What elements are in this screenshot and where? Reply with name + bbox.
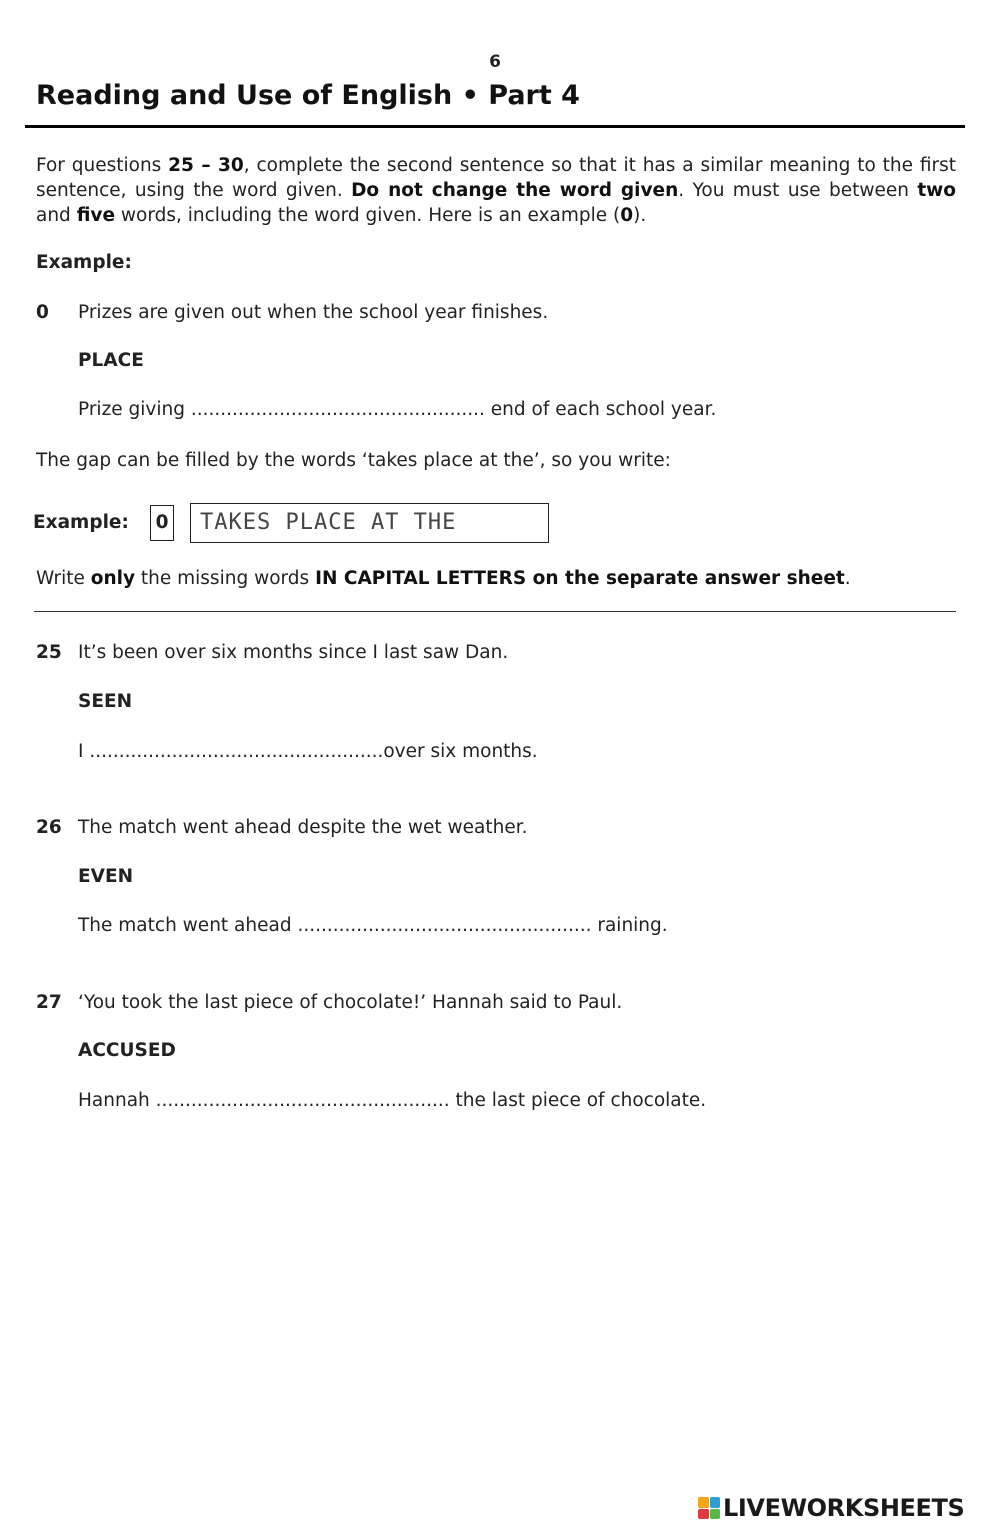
brand-text: LIVEWORKSHEETS — [723, 1494, 965, 1522]
example-keyword: PLACE — [78, 350, 144, 371]
question-gapped-sentence: I ..................................................over six months. — [78, 741, 538, 762]
section-divider — [34, 611, 956, 612]
question-sentence: ‘You took the last piece of chocolate!’ Hannah said to Paul. — [78, 992, 623, 1013]
example-answer-box: TAKES PLACE AT THE — [190, 503, 549, 543]
example-gapped-sentence: Prize giving .................................................. end of each school year. — [78, 399, 717, 420]
question-keyword: EVEN — [78, 866, 134, 887]
title-divider — [25, 125, 965, 128]
example-number: 0 — [36, 302, 49, 323]
liveworksheets-brand[interactable] — [698, 1493, 964, 1523]
final-instruction: Write only the missing words IN CAPITAL LETTERS on the separate answer sheet. — [36, 568, 851, 589]
page-title: Reading and Use of English • Part 4 — [36, 80, 580, 111]
example-explanation: The gap can be filled by the words ‘takes place at the’, so you write: — [36, 450, 671, 471]
liveworksheets-logo-icon — [698, 1497, 720, 1519]
question-number: 27 — [36, 992, 62, 1013]
page-number: 6 — [489, 52, 501, 72]
example-sentence: Prizes are given out when the school year finishes. — [78, 302, 549, 323]
example-answer-number-box: 0 — [150, 505, 174, 541]
example-heading: Example: — [36, 252, 132, 273]
instructions-paragraph: For questions 25 – 30, complete the second sentence so that it has a similar meaning to the first sentence, using the word given. Do not change the word given. You must use between two and five words, including the word given. Here is an example (0). — [36, 155, 957, 226]
question-keyword: SEEN — [78, 691, 133, 712]
question-number: 25 — [36, 642, 62, 663]
question-number: 26 — [36, 817, 62, 838]
question-gapped-sentence: Hannah .................................................. the last piece of chocolate. — [78, 1090, 707, 1111]
question-sentence: The match went ahead despite the wet weather. — [78, 817, 528, 838]
example-answer-label: Example: — [33, 512, 129, 533]
question-gapped-sentence: The match went ahead .................................................. raining. — [78, 915, 668, 936]
question-sentence: It’s been over six months since I last saw Dan. — [78, 642, 509, 663]
question-keyword: ACCUSED — [78, 1040, 176, 1061]
